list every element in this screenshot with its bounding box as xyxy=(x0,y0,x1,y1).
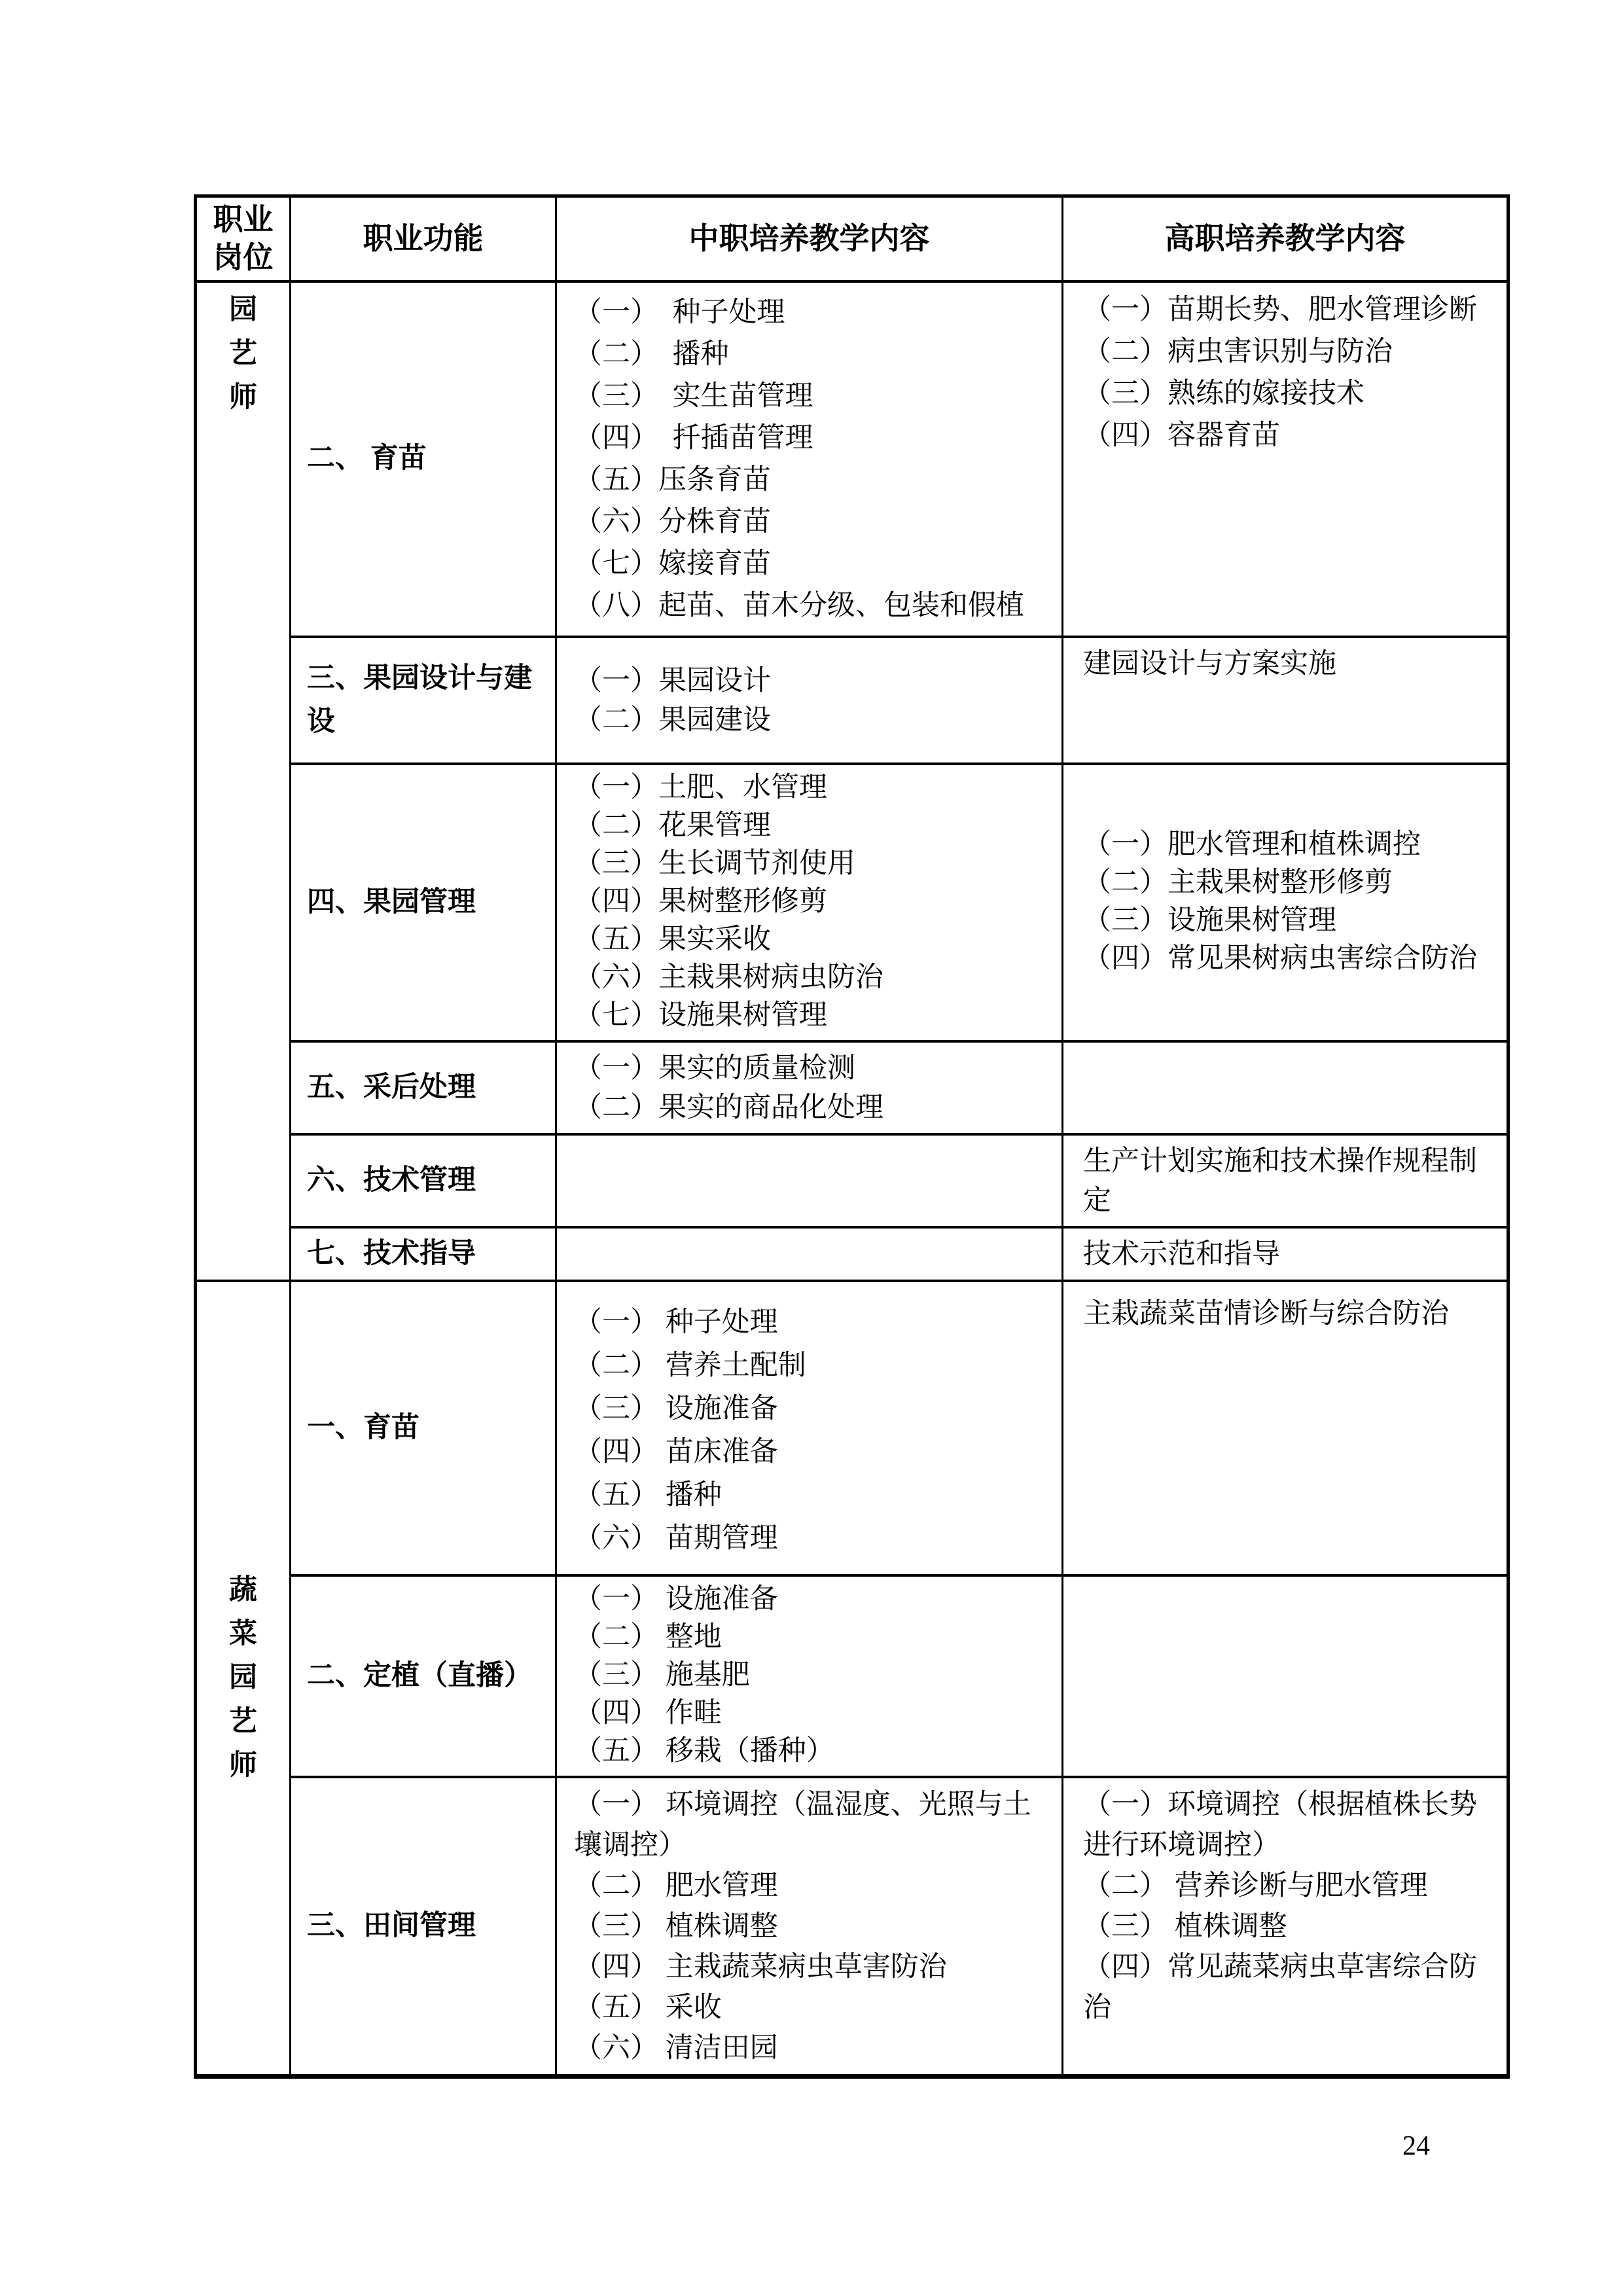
content-line: （二） 营养土配制 xyxy=(574,1350,806,1381)
content-line: （二）病虫害识别与防治 xyxy=(1083,336,1393,367)
table-row-s1-sheji xyxy=(196,637,1508,764)
content-line: （四） 苗床准备 xyxy=(574,1436,778,1467)
high-content-cell-s1r5 xyxy=(1063,1134,1508,1227)
high-content-cell-s1r4 xyxy=(1063,1041,1508,1134)
col-header-function-label: 职业功能 xyxy=(363,221,484,255)
content-line: （八）起苗、苗木分级、包装和假植 xyxy=(574,590,1024,621)
content-line: （三） 植株调整 xyxy=(1083,1910,1287,1942)
content-line: （六） 清洁田园 xyxy=(574,2032,778,2064)
content-line: 技术示范和指导 xyxy=(1083,1238,1280,1270)
high-content-list-s1r1 xyxy=(1063,283,1507,462)
high-content-cell-s1r2 xyxy=(1063,637,1508,764)
content-line: （二） 营养诊断与肥水管理 xyxy=(1083,1870,1428,1901)
content-line: （五） 采收 xyxy=(574,1992,722,2023)
high-content-cell-s1r3 xyxy=(1063,764,1508,1041)
high-content-cell-s2r3 xyxy=(1063,1777,1508,2077)
content-line: （三） 施基肥 xyxy=(574,1659,750,1691)
content-line: （二） 肥水管理 xyxy=(574,1870,778,1901)
content-line: （四） 主栽蔬菜病虫草害防治 xyxy=(574,1951,947,1982)
function-label-s1r4: 五、采后处理 xyxy=(307,1071,476,1103)
content-line: （三）熟练的嫁接技术 xyxy=(1083,378,1364,409)
col-header-high-label: 高职培养教学内容 xyxy=(1164,221,1406,255)
high-content-list-s1r5 xyxy=(1063,1136,1507,1226)
mid-content-cell-s1r5 xyxy=(556,1134,1063,1227)
col-header-position-label: 职业岗位 xyxy=(213,202,274,274)
function-label-s1r2: 三、果园设计与建设 xyxy=(307,662,532,737)
mid-content-cell-s2r3 xyxy=(556,1777,1063,2077)
content-line: 建园设计与方案实施 xyxy=(1083,648,1336,679)
table-row-s1-guanli xyxy=(196,764,1508,1041)
table-row-s2-tianjian xyxy=(196,1777,1508,2077)
mid-content-cell-s1r4 xyxy=(556,1041,1063,1134)
content-line: （五） 移栽（播种） xyxy=(574,1735,834,1767)
function-label-s1r5: 六、技术管理 xyxy=(307,1164,476,1196)
table-row-s1-jishuguanli xyxy=(196,1134,1508,1227)
mid-content-cell-s1r2 xyxy=(556,637,1063,764)
function-label-s2r3: 三、田间管理 xyxy=(307,1910,476,1941)
table-row-s2-yumiao xyxy=(196,1281,1508,1575)
content-line: （二） 播种 xyxy=(574,339,729,370)
content-line: （四） 作畦 xyxy=(574,1697,722,1729)
content-line: （四）容器育苗 xyxy=(1083,420,1280,451)
content-line: （一）果实的质量检测 xyxy=(574,1052,855,1084)
content-line: （五） 播种 xyxy=(574,1479,722,1511)
content-line: （一）果园设计 xyxy=(574,665,771,696)
function-label-s1r1: 二、 育苗 xyxy=(307,443,427,474)
mid-content-list-s2r1 xyxy=(557,1291,1061,1566)
position-label-vegetable-gardener: 蔬菜园艺师 xyxy=(229,1575,257,1781)
col-header-mid-label: 中职培养教学内容 xyxy=(688,221,930,255)
page-number: 24 xyxy=(1402,2131,1430,2161)
position-cell-gardener xyxy=(196,281,291,1281)
mid-content-cell-s1r3 xyxy=(556,764,1063,1041)
training-content-table xyxy=(194,194,1510,2079)
content-line: （四） 扦插苗管理 xyxy=(574,423,813,454)
col-header-high-content xyxy=(1063,196,1508,281)
function-cell-s2r3 xyxy=(291,1777,556,2077)
content-line: （三）设施果树管理 xyxy=(1083,905,1336,936)
function-label-s2r1: 一、育苗 xyxy=(307,1412,419,1443)
content-line: （一）环境调控（根据植株长势进行环境调控） xyxy=(1083,1789,1477,1861)
content-line: （一）土肥、水管理 xyxy=(574,772,827,803)
content-line: 生产计划实施和技术操作规程制定 xyxy=(1083,1145,1477,1216)
content-line: 主栽蔬菜苗情诊断与综合防治 xyxy=(1083,1298,1449,1329)
function-cell-s2r2 xyxy=(291,1575,556,1777)
content-line: （四）果树整形修剪 xyxy=(574,886,827,917)
mid-content-list-s2r2 xyxy=(557,1577,1061,1776)
content-line: （一） 种子处理 xyxy=(574,1306,778,1338)
mid-content-list-s1r5 xyxy=(557,1175,1061,1187)
mid-content-cell-s1r6 xyxy=(556,1227,1063,1281)
function-cell-s1r1 xyxy=(291,281,556,637)
content-line: （四）常见蔬菜病虫草害综合防治 xyxy=(1083,1951,1477,2023)
content-line: （七）设施果树管理 xyxy=(574,999,827,1031)
table-row-s1-caihou xyxy=(196,1041,1508,1134)
high-content-list-s1r3 xyxy=(1063,822,1507,983)
col-header-position xyxy=(196,196,291,281)
function-cell-s1r4 xyxy=(291,1041,556,1134)
function-cell-s2r1 xyxy=(291,1281,556,1575)
high-content-cell-s1r6 xyxy=(1063,1227,1508,1281)
content-line: （三） 设施准备 xyxy=(574,1393,778,1424)
function-cell-s1r5 xyxy=(291,1134,556,1227)
content-line: （五）压条育苗 xyxy=(574,465,771,495)
content-line: （三） 实生苗管理 xyxy=(574,381,813,412)
mid-content-list-s1r4 xyxy=(557,1043,1061,1133)
mid-content-cell-s2r2 xyxy=(556,1575,1063,1777)
content-line: （二）果园建设 xyxy=(574,704,771,736)
content-line: （一）苗期长势、肥水管理诊断 xyxy=(1083,294,1477,325)
high-content-list-s1r2 xyxy=(1063,638,1507,689)
mid-content-list-s1r3 xyxy=(557,765,1061,1040)
content-line: （二） 整地 xyxy=(574,1621,722,1653)
mid-content-cell-s1r1 xyxy=(556,281,1063,637)
high-content-list-s2r2 xyxy=(1063,1672,1507,1681)
function-label-s1r3: 四、果园管理 xyxy=(307,886,476,918)
table-row-s2-dingzhi xyxy=(196,1575,1508,1777)
content-line: （一） 种子处理 xyxy=(574,297,785,328)
content-line: （二）果实的商品化处理 xyxy=(574,1092,883,1123)
table-header-row xyxy=(196,196,1508,281)
content-line: （六）分株育苗 xyxy=(574,507,771,537)
function-cell-s1r3 xyxy=(291,764,556,1041)
content-line: （四）常见果树病虫害综合防治 xyxy=(1083,942,1477,974)
mid-content-list-s1r2 xyxy=(557,655,1061,745)
col-header-mid-content xyxy=(556,196,1063,281)
content-line: （六）主栽果树病虫防治 xyxy=(574,961,883,993)
content-line: （七）嫁接育苗 xyxy=(574,548,771,579)
high-content-cell-s1r1 xyxy=(1063,281,1508,637)
high-content-cell-s2r2 xyxy=(1063,1575,1508,1777)
content-line: （六） 苗期管理 xyxy=(574,1522,778,1554)
col-header-function xyxy=(291,196,556,281)
table-row-s1-yumiao xyxy=(196,281,1508,637)
function-cell-s1r2 xyxy=(291,637,556,764)
content-line: （三）生长调节剂使用 xyxy=(574,848,855,879)
mid-content-list-s2r3 xyxy=(557,1778,1061,2074)
content-line: （三） 植株调整 xyxy=(574,1910,778,1942)
high-content-list-s2r1 xyxy=(1063,1282,1507,1341)
content-line: （一）肥水管理和植株调控 xyxy=(1083,829,1421,860)
content-line: （一） 环境调控（温湿度、光照与土壤调控） xyxy=(574,1789,1031,1861)
position-cell-vegetable-gardener xyxy=(196,1281,291,2077)
high-content-list-s1r6 xyxy=(1063,1229,1507,1280)
table-row-s1-jishuzhidao xyxy=(196,1227,1508,1281)
high-content-list-s1r4 xyxy=(1063,1082,1507,1094)
mid-content-cell-s2r1 xyxy=(556,1281,1063,1575)
function-label-s1r6: 七、技术指导 xyxy=(307,1238,476,1269)
high-content-list-s2r3 xyxy=(1063,1778,1507,2034)
high-content-cell-s2r1 xyxy=(1063,1281,1508,1575)
content-line: （一） 设施准备 xyxy=(574,1583,778,1615)
content-line: （五）果实采收 xyxy=(574,924,771,955)
content-line: （二）主栽果树整形修剪 xyxy=(1083,867,1393,898)
content-line: （二）花果管理 xyxy=(574,810,771,841)
position-label-gardener: 园艺师 xyxy=(229,294,257,413)
mid-content-list-s1r1 xyxy=(557,285,1061,632)
function-cell-s1r6 xyxy=(291,1227,556,1281)
function-label-s2r2: 二、定植（直播） xyxy=(307,1660,532,1691)
mid-content-list-s1r6 xyxy=(557,1248,1061,1260)
